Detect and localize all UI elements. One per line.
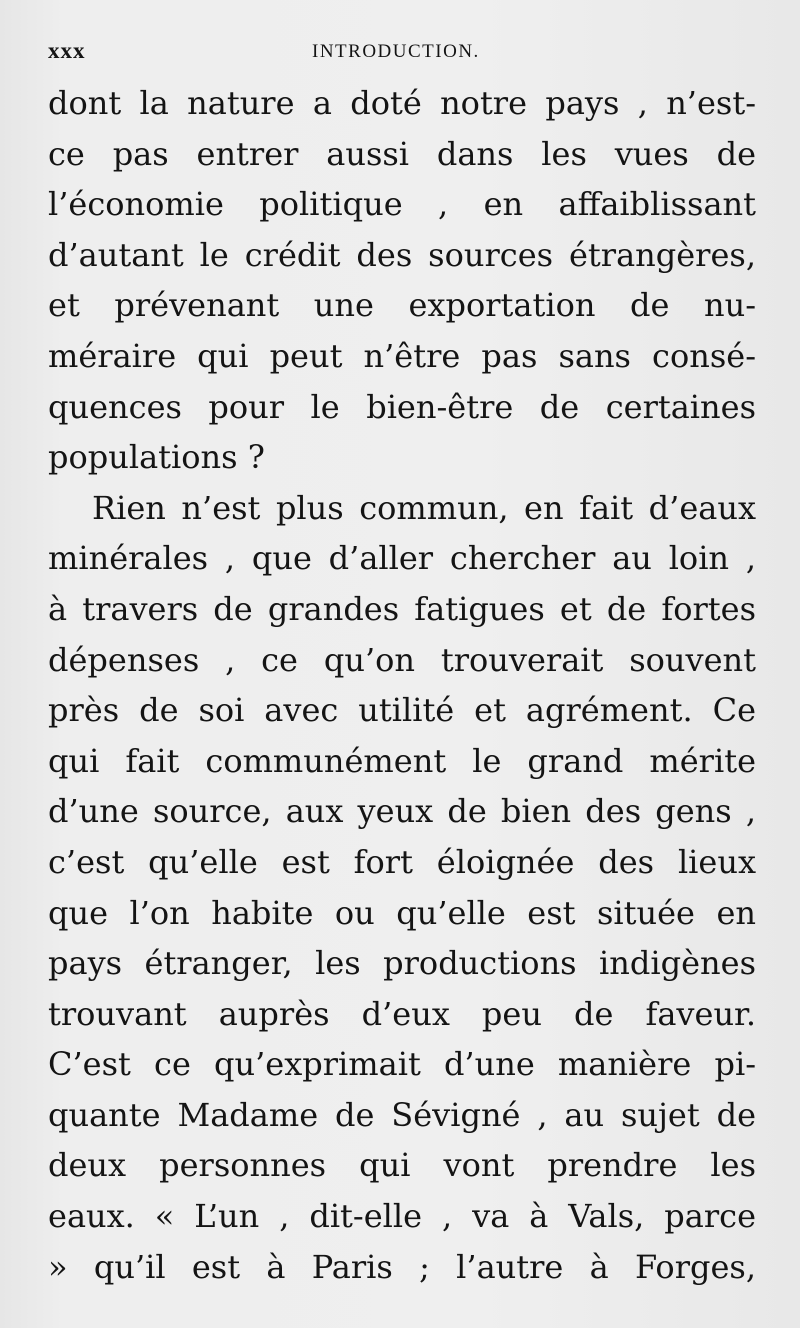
text-line: près de soi avec utilité et agrément. Ce (48, 691, 756, 730)
text-line: et prévenant une exportation de nu- (48, 286, 756, 325)
running-title: INTRODUCTION. (312, 41, 480, 62)
text-line: C’est ce qu’exprimait d’une manière pi- (48, 1045, 756, 1084)
text-line: minérales , que d’aller chercher au loin , (48, 539, 756, 578)
text-line: qui fait communément le grand mérite (48, 741, 756, 780)
body-text (48, 78, 756, 1292)
text-line: à travers de grandes fatigues et de fortes (48, 589, 756, 628)
text-line: méraire qui peut n’être pas sans consé- (48, 336, 756, 375)
text-line: quences pour le bien-être de certaines (48, 387, 756, 426)
text-line: dépenses , ce qu’on trouverait souvent (48, 640, 756, 679)
text-line: d’autant le crédit des sources étrangères, (48, 235, 756, 274)
text-line: quante Madame de Sévigné , au sujet de (48, 1095, 756, 1134)
text-line: » qu’il est à Paris ; l’autre à Forges, (48, 1247, 756, 1286)
text-line: deux personnes qui vont prendre les (48, 1146, 756, 1185)
text-line: d’une source, aux yeux de bien des gens , (48, 792, 756, 831)
text-line: eaux. « L’un , dit-elle , va à Vals, parce (48, 1197, 756, 1236)
text-line: trouvant auprès d’eux peu de faveur. (48, 994, 756, 1033)
text-line: Rien n’est plus commun, en fait d’eaux (92, 488, 756, 527)
text-line: pays étranger, les productions indigènes (48, 944, 756, 983)
running-head (48, 38, 754, 68)
text-line: populations ? (48, 438, 265, 477)
text-line: ce pas entrer aussi dans les vues de (48, 134, 756, 173)
text-line: c’est qu’elle est fort éloignée des lieux (48, 842, 756, 881)
text-line: l’économie politique , en affaiblissant (48, 185, 756, 224)
text-line: dont la nature a doté notre pays , n’est- (48, 84, 756, 122)
text-line: que l’on habite ou qu’elle est située en (48, 893, 756, 932)
page-number: xxx (48, 38, 86, 63)
